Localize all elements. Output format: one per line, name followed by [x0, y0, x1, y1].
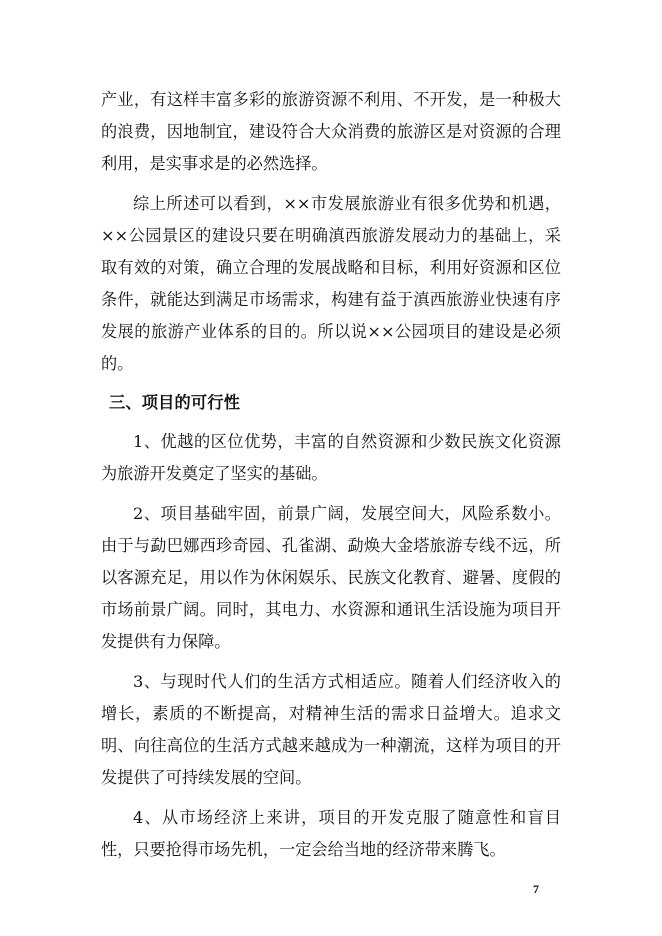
document-body [101, 84, 561, 874]
list-item: 2、项目基础牢固，前景广阔，发展空间大，风险系数小。由于与勐巴娜西珍奇园、孔雀湖、勐焕大金塔旅游专线不远，所以客源充足，用以作为休闲娱乐、民族文化教育、避暑、度假的市场前景广阔。同时，其电力、水资源和通讯生活设施为项目开发提供有力保障。 [101, 504, 561, 651]
list-item: 1、优越的区位优势，丰富的自然资源和少数民族文化资源为旅游开发奠定了坚实的基础。 [101, 432, 561, 483]
body-paragraph: 产业，有这样丰富多彩的旅游资源不利用、不开发，是一种极大的浪费，因地制宜，建设符合大众消费的旅游区是对资源的合理利用，是实事求是的必然选择。 [101, 90, 561, 173]
list-item: 4、从市场经济上来讲，项目的开发克服了随意性和盲目性，只要抢得市场先机，一定会给当地的经济带来腾飞。 [101, 808, 561, 859]
list-item: 3、与现时代人们的生活方式相适应。随着人们经济收入的增长，素质的不断提高，对精神生活的需求日益增大。追求文明、向往高位的生活方式越来越成为一种潮流，这样为项目的开发提供了可持续发展的空间。 [101, 672, 561, 787]
page-number: 7 [533, 882, 539, 896]
section-heading: 三、项目的可行性 [109, 393, 241, 412]
body-paragraph: 综上所述可以看到，××市发展旅游业有很多优势和机遇，××公园景区的建设只要在明确滇西旅游发展动力的基础上，采取有效的对策，确立合理的发展战略和目标，利用好资源和区位条件，就能达到满足市场需求，构建有益于滇西旅游业快速有序发展的旅游产业体系的目的。所以说××公园项目的建设是必须的。 [101, 194, 561, 373]
